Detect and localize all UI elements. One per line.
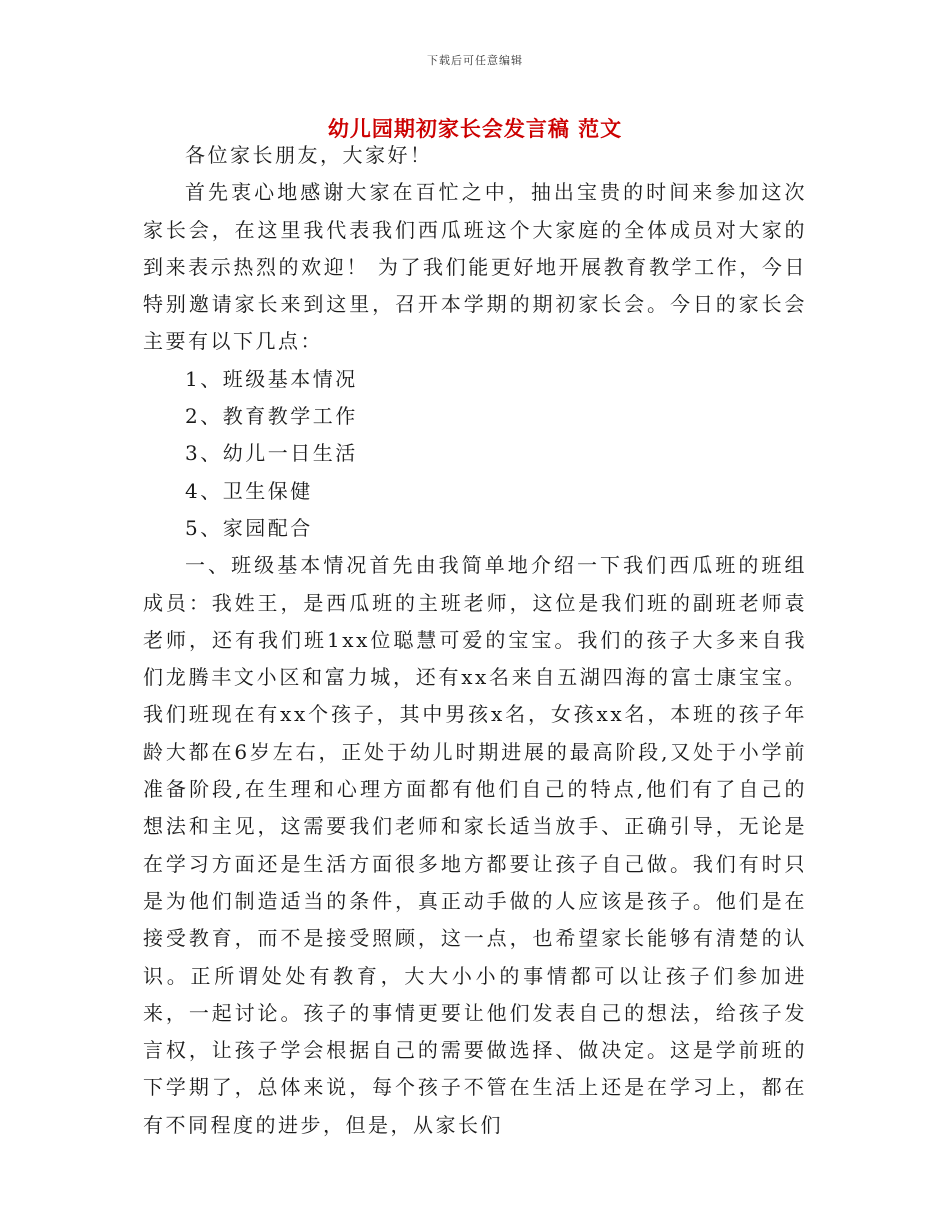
header-note: 下载后可任意编辑 — [427, 54, 523, 67]
agenda-item: 1、班级基本情况 — [185, 366, 358, 391]
agenda-item: 5、家园配合 — [185, 515, 313, 540]
agenda-item: 2、教育教学工作 — [185, 404, 358, 429]
page-title: 幼儿园期初家长会发言稿 范文 — [327, 116, 623, 141]
agenda-item: 3、幼儿一日生活 — [185, 441, 358, 466]
section1-paragraph: 一、班级基本情况首先由我简单地介绍一下我们西瓜班的班组成员：我姓王，是西瓜班的主班老师，这位是我们班的副班老师袁老师，还有我们班1xx位聪慧可爱的宝宝。我们的孩子大多来自我们龙腾丰文小区和富力城，还有xx名来自五湖四海的富士康宝宝。 我们班现在有xx个孩子，其中男孩x名，女孩xx名，本班的孩子年龄大都在6岁左右，正处于幼儿时期进展的最高阶段,又处于小学前准备阶段,在生理和心理方面都有他们自己的特点,他们有了自己的想法和主见，这需要我们老师和家长适当放手、正确引导，无论是在学习方面还是生活方面很多地方都要让孩子自己做。我们有时只是为他们制造适当的条件，真正动手做的人应该是孩子。他们是在接受教育，而不是接受照顾，这一点，也希望家长能够有清楚的认识。正所谓处处有教育，大大小小的事情都可以让孩子们参加进来，一起讨论。孩子的事情更要让他们发表自己的想法，给孩子发言权，让孩子学会根据自己的需要做选择、做决定。这是学前班的下学期了，总体来说，每个孩子不管在生活上还是在学习上，都在有不同程度的进步，但是，从家长们 — [143, 553, 807, 1137]
agenda-item: 4、卫生保健 — [185, 478, 313, 503]
greeting-paragraph: 各位家长朋友，大家好！ — [185, 143, 433, 167]
intro-paragraph: 首先衷心地感谢大家在百忙之中，抽出宝贵的时间来参加这次家长会，在这里我代表我们西瓜班这个大家庭的全体成员对大家的到来表示热烈的欢迎！ 为了我们能更好地开展教育教学工作，今日特别邀请家长来到这里，召开本学期的期初家长会。今日的家长会主要有以下几点： — [143, 180, 807, 354]
document-body — [143, 137, 807, 1144]
